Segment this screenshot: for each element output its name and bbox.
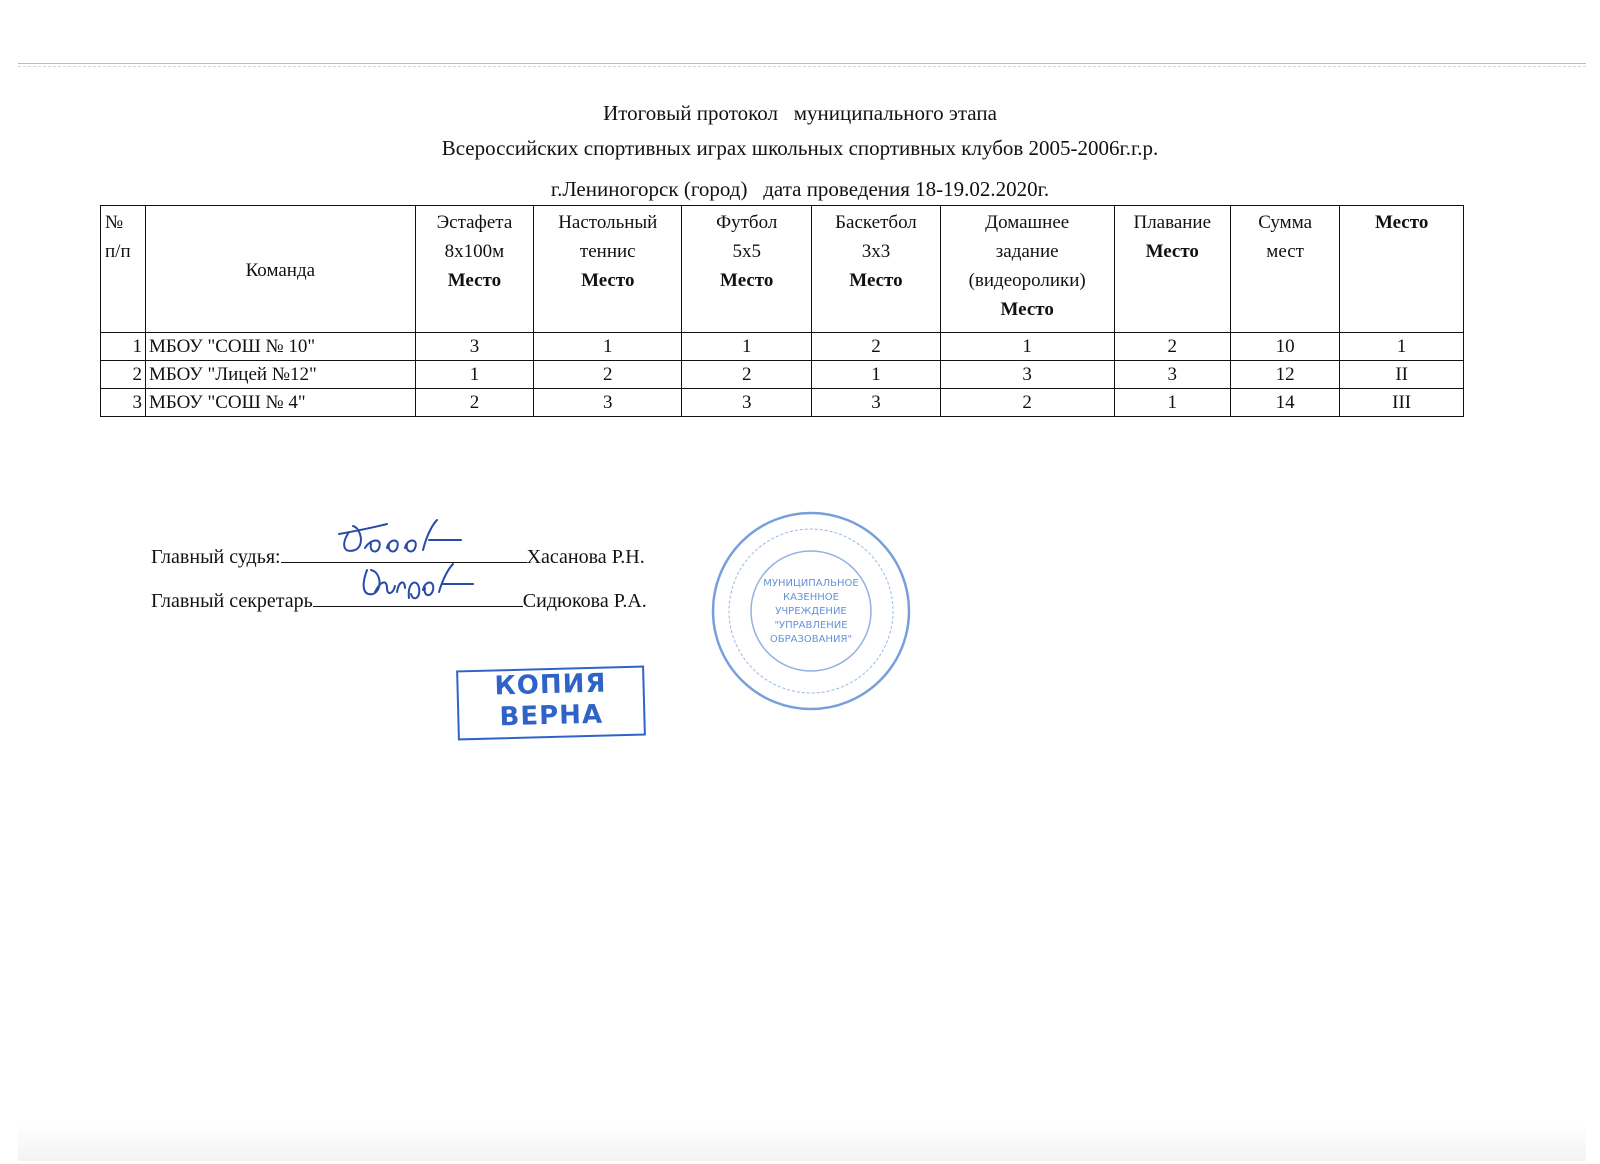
- copy-stamp-line1: КОПИЯ: [494, 668, 607, 702]
- table-row: [101, 361, 1464, 389]
- header-homework: Домашнее задание (видеоролики) Место: [940, 206, 1114, 333]
- cell-homework: 2: [940, 389, 1114, 417]
- table-row: [101, 333, 1464, 361]
- cell-sum: 10: [1230, 333, 1339, 361]
- chief-secretary-name: Сидюкова Р.А.: [522, 590, 647, 612]
- stamp-text-line1: МУНИЦИПАЛЬНОЕ: [763, 578, 859, 589]
- copy-stamp-line2: ВЕРНА: [499, 699, 604, 733]
- cell-place: 1: [1340, 333, 1464, 361]
- cell-tennis: 1: [534, 333, 682, 361]
- header-tennis: Настольный теннис Место: [534, 206, 682, 333]
- cell-relay: 1: [415, 361, 534, 389]
- results-table: [100, 205, 1464, 417]
- cell-football: 2: [682, 361, 812, 389]
- cell-sum: 14: [1230, 389, 1339, 417]
- header-relay: Эстафета 8х100м Место: [415, 206, 534, 333]
- cell-sum: 12: [1230, 361, 1339, 389]
- header-place: Место: [1340, 206, 1464, 333]
- protocol-subtitle: Всероссийских спортивных играх школьных спортивных клубов 2005-2006г.г.р.: [441, 136, 1159, 160]
- cell-num: 2: [101, 361, 146, 389]
- cell-swimming: 3: [1114, 361, 1230, 389]
- header-num: № п/п: [101, 206, 146, 333]
- stamp-text-line5: ОБРАЗОВАНИЯ": [769, 634, 853, 645]
- table-header-row: [101, 206, 1464, 333]
- cell-swimming: 2: [1114, 333, 1230, 361]
- chief-judge-name: Хасанова Р.Н.: [526, 546, 645, 568]
- scan-bottom-shadow: [18, 1125, 1586, 1161]
- stamp-text-line3: УЧРЕЖДЕНИЕ: [775, 606, 847, 617]
- cell-tennis: 3: [534, 389, 682, 417]
- cell-basketball: 1: [812, 361, 941, 389]
- protocol-title: Итоговый протокол муниципального этапа: [603, 101, 997, 125]
- cell-team: МБОУ "СОШ № 4": [145, 389, 415, 417]
- copy-verified-stamp: [456, 666, 646, 741]
- cell-team: МБОУ "Лицей №12": [145, 361, 415, 389]
- cell-basketball: 2: [812, 333, 941, 361]
- table-row: [101, 389, 1464, 417]
- cell-football: 3: [682, 389, 812, 417]
- cell-football: 1: [682, 333, 812, 361]
- cell-relay: 2: [415, 389, 534, 417]
- header-swimming: Плавание Место: [1114, 206, 1230, 333]
- cell-place: III: [1340, 389, 1464, 417]
- cell-homework: 3: [940, 361, 1114, 389]
- header-basketball: Баскетбол 3х3 Место: [812, 206, 941, 333]
- cell-num: 3: [101, 389, 146, 417]
- header-sum: Сумма мест: [1230, 206, 1339, 333]
- stamp-text-line2: КАЗЕННОЕ: [783, 592, 839, 603]
- cell-swimming: 1: [1114, 389, 1230, 417]
- cell-basketball: 3: [812, 389, 941, 417]
- chief-secretary-signature-row: [151, 586, 647, 613]
- cell-team: МБОУ "СОШ № 10": [145, 333, 415, 361]
- cell-num: 1: [101, 333, 146, 361]
- scan-top-rule: [18, 63, 1586, 64]
- chief-secretary-signature-line: [313, 586, 523, 607]
- chief-secretary-label: Главный секретарь: [151, 590, 313, 612]
- stamp-text-line4: "УПРАВЛЕНИЕ: [774, 620, 848, 631]
- header-football: Футбол 5х5 Место: [682, 206, 812, 333]
- chief-secretary-signature-mark: [353, 558, 493, 608]
- cell-relay: 3: [415, 333, 534, 361]
- header-team: Команда: [145, 206, 415, 333]
- official-round-stamp: [708, 508, 914, 714]
- cell-homework: 1: [940, 333, 1114, 361]
- cell-tennis: 2: [534, 361, 682, 389]
- chief-judge-label: Главный судья:: [151, 546, 281, 568]
- cell-place: II: [1340, 361, 1464, 389]
- chief-judge-signature-mark: [331, 514, 471, 564]
- protocol-location-date: г.Лениногорск (город) дата проведения 18-19.02.2020г.: [550, 177, 1050, 201]
